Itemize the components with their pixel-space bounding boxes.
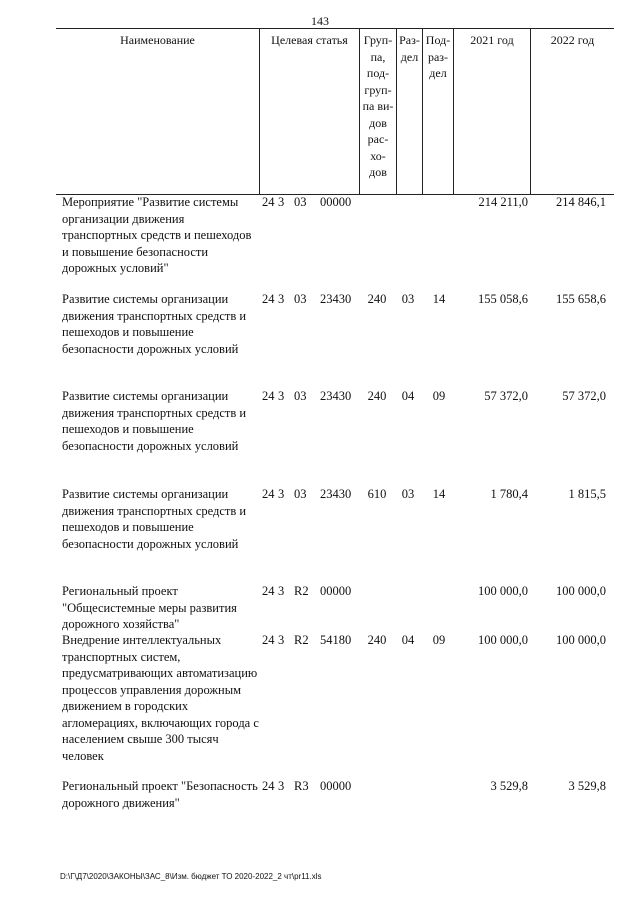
row-section: 03: [401, 487, 415, 501]
row-name: Мероприятие "Развитие системы организации движения транспортных средств и пешеходов и повышение безопасности дорожных условий": [62, 195, 252, 275]
row-section: 04: [401, 633, 415, 647]
row-target-code: 24 3 R2 54180: [262, 633, 352, 647]
row-2022: 100 000,0: [556, 633, 606, 647]
header-target: Целевая статья: [271, 33, 348, 47]
row-group: 240: [367, 389, 387, 403]
row-target-code: 24 3 R2 00000: [262, 584, 352, 598]
row-name: Развитие системы организации движения транспортных средств и пешеходов и повышение безопасности дорожных условий: [62, 389, 247, 453]
row-group: 610: [367, 487, 387, 501]
row-2022: 155 658,6: [556, 292, 606, 306]
row-target-code: 24 3 03 23430: [262, 487, 352, 501]
header-name: Наименование: [120, 33, 195, 47]
header-subsection: Под- раз- дел: [425, 33, 451, 80]
row-target-code: 24 3 03 23430: [262, 389, 352, 403]
row-target-code: 24 3 R3 00000: [262, 779, 352, 793]
row-2021: 155 058,6: [478, 292, 528, 306]
row-2021: 3 529,8: [490, 779, 528, 793]
row-2021: 100 000,0: [478, 584, 528, 598]
file-path-footer: D:\Г\Д7\2020\ЗАКОНЫ\ЗАС_8\Изм. бюджет ТО 2020-2022_2 чт\pr11.xls: [60, 872, 322, 881]
row-target-code: 24 3 03 23430: [262, 292, 352, 306]
row-group: 240: [367, 633, 387, 647]
row-subsection: 09: [432, 389, 446, 403]
header-2021: 2021 год: [470, 33, 514, 47]
row-section: 04: [401, 389, 415, 403]
header-group: Груп- па, под- груп- па ви- дов рас- хо- дов: [362, 33, 394, 179]
row-2021: 100 000,0: [478, 633, 528, 647]
row-subsection: 14: [432, 487, 446, 501]
header-2022: 2022 год: [550, 33, 595, 47]
row-2022: 1 815,5: [568, 487, 606, 501]
row-name: Развитие системы организации движения транспортных средств и пешеходов и повышение безопасности дорожных условий: [62, 292, 247, 356]
row-2022: 214 846,1: [556, 195, 606, 209]
row-group: 240: [367, 292, 387, 306]
header-section: Раз- дел: [399, 33, 420, 64]
row-name: Внедрение интеллектуальных транспортных систем, предусматривающих автоматизацию процессов управления дорожным движением в городских агломерациях, включающих города с населением свыше 300 тысяч человек: [62, 633, 259, 763]
row-name: Региональный проект "Общесистемные меры развития дорожного хозяйства": [62, 584, 237, 631]
row-2022: 3 529,8: [568, 779, 606, 793]
row-2021: 57 372,0: [484, 389, 528, 403]
row-2021: 214 211,0: [478, 195, 528, 209]
row-2022: 57 372,0: [562, 389, 606, 403]
row-name: Развитие системы организации движения транспортных средств и пешеходов и повышение безопасности дорожных условий: [62, 487, 247, 551]
row-2022: 100 000,0: [556, 584, 606, 598]
row-target-code: 24 3 03 00000: [262, 195, 352, 209]
page-number: 143: [311, 14, 329, 28]
row-2021: 1 780,4: [490, 487, 528, 501]
row-subsection: 14: [432, 292, 446, 306]
table-header: [56, 28, 614, 195]
row-name: Региональный проект "Безопасность дорожного движения": [62, 779, 258, 810]
row-section: 03: [401, 292, 415, 306]
row-subsection: 09: [432, 633, 446, 647]
